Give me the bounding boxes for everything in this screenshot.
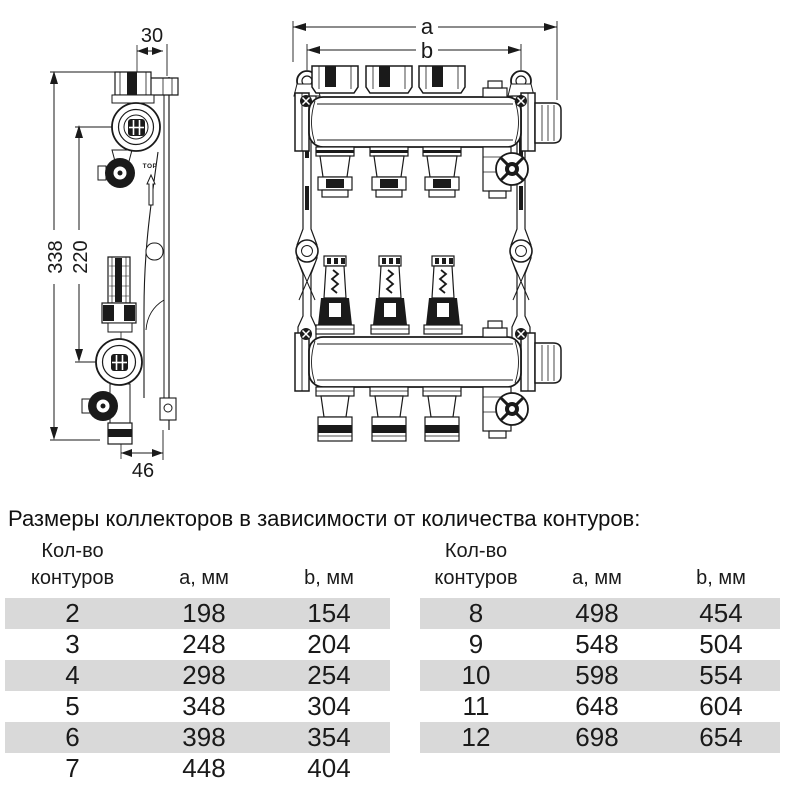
bottom-valve-assembly	[82, 257, 142, 444]
table-row	[5, 629, 390, 660]
cell-b: 254	[307, 660, 351, 690]
header-line: a, мм	[179, 567, 229, 589]
valve-cap	[312, 66, 358, 93]
caption: Размеры коллекторов в зависимости от количества контуров:	[8, 506, 641, 531]
cell-b: 654	[699, 722, 743, 752]
outlet-connector	[370, 147, 408, 197]
header-line: a, мм	[572, 567, 622, 589]
cell-circuits: 5	[65, 691, 80, 721]
cell-b: 604	[699, 691, 743, 721]
cell-circuits: 6	[65, 722, 80, 752]
table-row	[5, 598, 390, 629]
header-line: Кол-во	[444, 540, 508, 562]
dim-a-label: a	[420, 14, 434, 39]
cell-circuits: 2	[65, 598, 80, 628]
cell-b: 504	[699, 629, 743, 659]
table-row	[420, 660, 780, 691]
table-body	[420, 598, 780, 753]
outlet-connector	[423, 147, 461, 197]
air-vent	[483, 81, 507, 97]
bracket-screw	[300, 95, 312, 107]
dim-30-label: 30	[140, 25, 164, 47]
cell-a: 298	[182, 660, 226, 690]
dim-338-label: 338	[45, 240, 67, 274]
table-header	[5, 534, 390, 598]
bracket-screw	[300, 328, 312, 340]
header-line: контуров	[434, 567, 518, 589]
cell-b: 154	[307, 598, 351, 628]
cell-circuits: 12	[461, 722, 491, 752]
cell-b: 404	[307, 753, 351, 783]
cell-a: 598	[575, 660, 619, 690]
dim-b	[307, 38, 521, 70]
table-header	[420, 534, 780, 598]
cell-circuits: 8	[468, 598, 484, 628]
outlet-connector	[316, 147, 354, 197]
dim-b-label: b	[420, 38, 434, 63]
outlet-connector	[423, 387, 461, 441]
size-table-left	[5, 534, 390, 784]
col-header-a	[532, 534, 662, 598]
cell-b: 304	[307, 691, 351, 721]
cell-a: 698	[575, 722, 619, 752]
cell-a: 198	[182, 598, 226, 628]
cell-a: 348	[182, 691, 226, 721]
table-row	[420, 629, 780, 660]
table-row	[5, 722, 390, 753]
front-view-drawing	[270, 0, 590, 480]
top-valve-assembly	[98, 72, 160, 188]
cell-a: 548	[575, 629, 619, 659]
table-body	[5, 598, 390, 784]
table-row	[5, 753, 390, 784]
dim-46-label: 46	[131, 460, 155, 480]
cell-circuits: 3	[65, 629, 80, 659]
cell-a: 648	[575, 691, 619, 721]
air-vent	[483, 321, 507, 337]
cell-circuits: 9	[468, 629, 484, 659]
col-header-a	[140, 534, 268, 598]
flow-meter	[316, 256, 354, 334]
col-header-circuits	[5, 534, 140, 598]
dim-220-label: 220	[70, 240, 92, 274]
drain-valve	[483, 387, 528, 438]
table-row	[5, 691, 390, 722]
dim-30	[137, 25, 167, 76]
cell-a: 248	[182, 629, 226, 659]
table-row	[420, 691, 780, 722]
top-marking	[143, 163, 158, 205]
cell-a: 448	[182, 753, 226, 783]
flow-meter	[371, 256, 409, 334]
outlet-connector	[370, 387, 408, 441]
side-view-drawing	[30, 10, 260, 480]
col-header-b	[268, 534, 390, 598]
cell-a: 398	[182, 722, 226, 752]
header-line: b, мм	[304, 567, 354, 589]
header-line: Кол-во	[41, 540, 104, 562]
header-line: контуров	[30, 567, 115, 589]
cell-circuits: 11	[462, 691, 490, 721]
table-row	[420, 722, 780, 753]
bracket-screw	[515, 95, 527, 107]
size-table-right	[420, 534, 780, 753]
cell-circuits: 4	[65, 660, 80, 690]
valve-cap	[419, 66, 465, 93]
top-label: TOP	[142, 163, 158, 170]
dim-vertical-labels	[43, 230, 93, 284]
flow-meter	[424, 256, 462, 334]
table-row	[5, 660, 390, 691]
valve-cap	[366, 66, 412, 93]
cell-b: 354	[307, 722, 351, 752]
cell-b: 554	[699, 660, 743, 690]
bracket-screw	[515, 328, 527, 340]
cell-a: 498	[575, 598, 619, 628]
outlet-connector	[316, 387, 354, 441]
cell-circuits: 7	[65, 753, 80, 783]
col-header-b	[662, 534, 780, 598]
cell-b: 454	[699, 598, 743, 628]
return-manifold	[295, 333, 561, 391]
cell-b: 204	[307, 629, 351, 659]
header-line: b, мм	[696, 567, 746, 589]
cell-circuits: 10	[461, 660, 491, 690]
col-header-circuits	[420, 534, 532, 598]
table-row	[420, 598, 780, 629]
